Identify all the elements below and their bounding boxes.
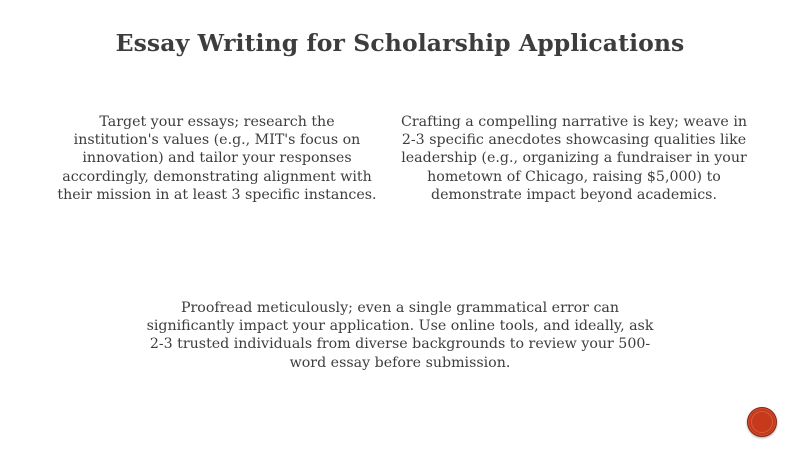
circle-nav-button-icon[interactable]	[747, 407, 777, 437]
text-block-bottom: Proofread meticulously; even a single grammatical error can significantly impact your application. Use online tools, and ideally, ask 2-3 trusted individuals from diverse backgrounds to review your 500-word essay before submission.	[146, 300, 654, 371]
slide-title: Essay Writing for Scholarship Applications	[115, 29, 685, 57]
text-block-right: Crafting a compelling narrative is key; weave in 2-3 specific anecdotes showcasing qualities like leadership (e.g., organizing a fundraiser in your hometown of Chicago, raising $5,000) to demonstrate impact beyond academics.	[400, 114, 748, 203]
nav-button-ring	[751, 411, 773, 433]
text-block-left: Target your essays; research the institution's values (e.g., MIT's focus on innovation) and tailor your responses accordingly, demonstrating alignment with their mission in at least 3 specific instances.	[57, 114, 377, 203]
